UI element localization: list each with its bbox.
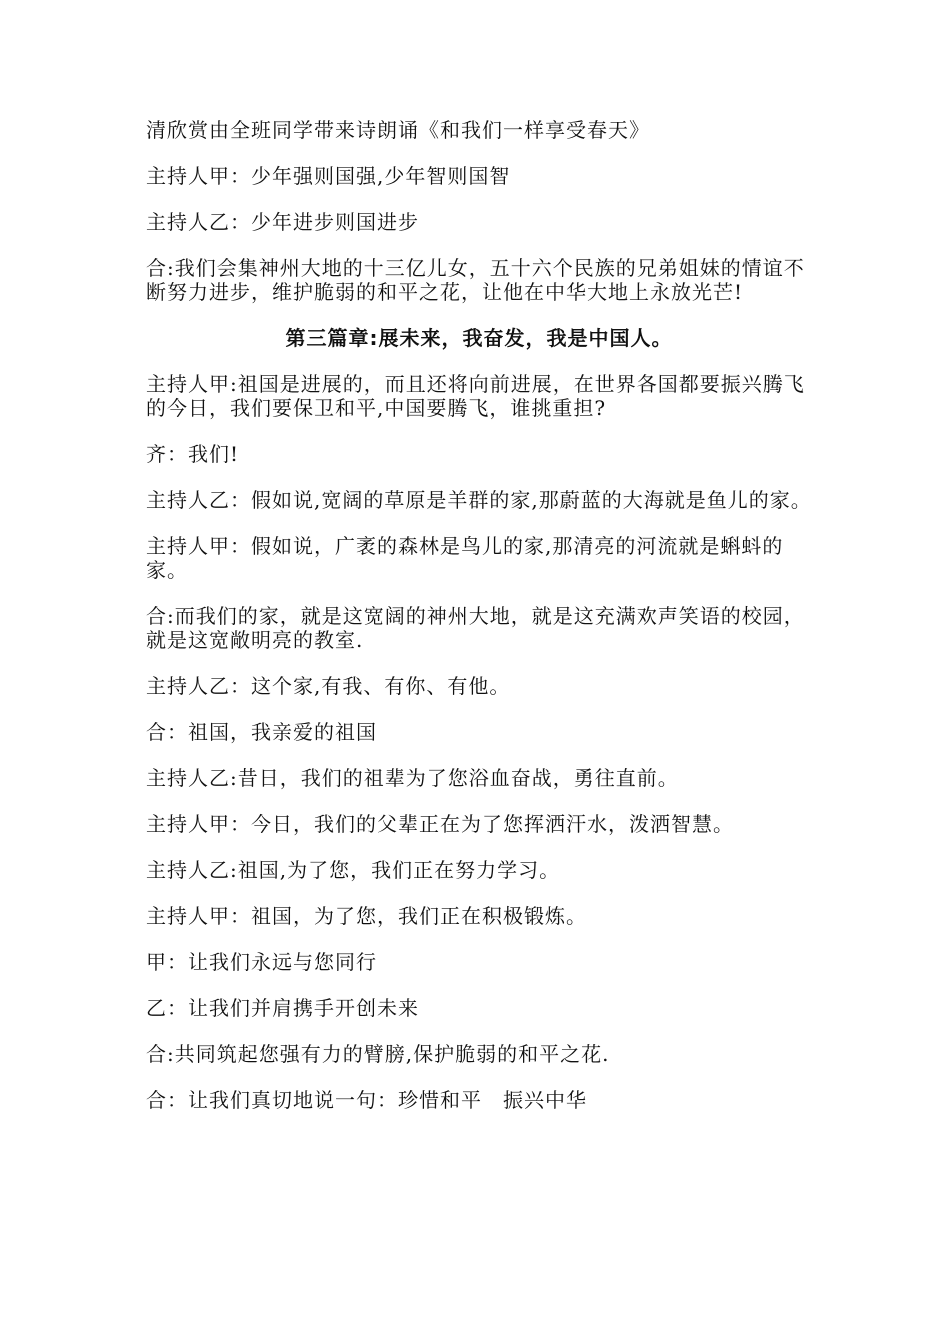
- paragraph-together-3: 合：祖国，我亲爱的祖国: [146, 720, 377, 744]
- paragraph-host-b-2: 主持人乙：假如说,宽阔的草原是羊群的家,那蔚蓝的大海就是鱼儿的家。: [146, 488, 812, 512]
- paragraph-host-a-5: 主持人甲：祖国，为了您，我们正在积极锻炼。: [146, 904, 587, 928]
- paragraph-all: 齐：我们!: [146, 442, 240, 466]
- paragraph-a: 甲：让我们永远与您同行: [146, 950, 377, 974]
- paragraph-together-5: 合：让我们真切地说一句：珍惜和平 振兴中华: [146, 1088, 587, 1112]
- paragraph-host-a-4: 主持人甲：今日，我们的父辈正在为了您挥洒汗水，泼洒智慧。: [146, 812, 734, 836]
- paragraph-host-a-1: 主持人甲：少年强则国强,少年智则国智: [146, 164, 511, 188]
- paragraph-host-b-4: 主持人乙:昔日，我们的祖辈为了您浴血奋战，勇往直前。: [146, 766, 679, 790]
- paragraph-b: 乙：让我们并肩携手开创未来: [146, 996, 419, 1020]
- paragraph-invitation: 清欣赏由全班同学带来诗朗诵《和我们一样享受春天》: [146, 118, 650, 142]
- paragraph-together-2: 合:而我们的家，就是这宽阔的神州大地，就是这充满欢声笑语的校园，就是这宽敞明亮的教室.: [146, 604, 805, 652]
- paragraph-host-a-2: 主持人甲:祖国是进展的，而且还将向前进展，在世界各国都要振兴腾飞的今日，我们要保卫和平,中国要腾飞，谁挑重担?: [146, 372, 805, 420]
- paragraph-together-1: 合:我们会集神州大地的十三亿儿女，五十六个民族的兄弟姐妹的情谊不断努力进步，维护脆弱的和平之花，让他在中华大地上永放光芒!: [146, 256, 805, 304]
- document-page: [146, 118, 812, 1134]
- paragraph-together-4: 合:共同筑起您强有力的臂膀,保护脆弱的和平之花.: [146, 1042, 610, 1066]
- paragraph-host-a-3: 主持人甲：假如说，广袤的森林是鸟儿的家,那清亮的河流就是蝌蚪的家。: [146, 534, 784, 582]
- chapter-heading: 第三篇章:展未来，我奋发，我是中国人。: [285, 326, 673, 350]
- paragraph-host-b-5: 主持人乙:祖国,为了您，我们正在努力学习。: [146, 858, 561, 882]
- paragraph-host-b-1: 主持人乙：少年进步则国进步: [146, 210, 419, 234]
- paragraph-host-b-3: 主持人乙：这个家,有我、有你、有他。: [146, 674, 511, 698]
